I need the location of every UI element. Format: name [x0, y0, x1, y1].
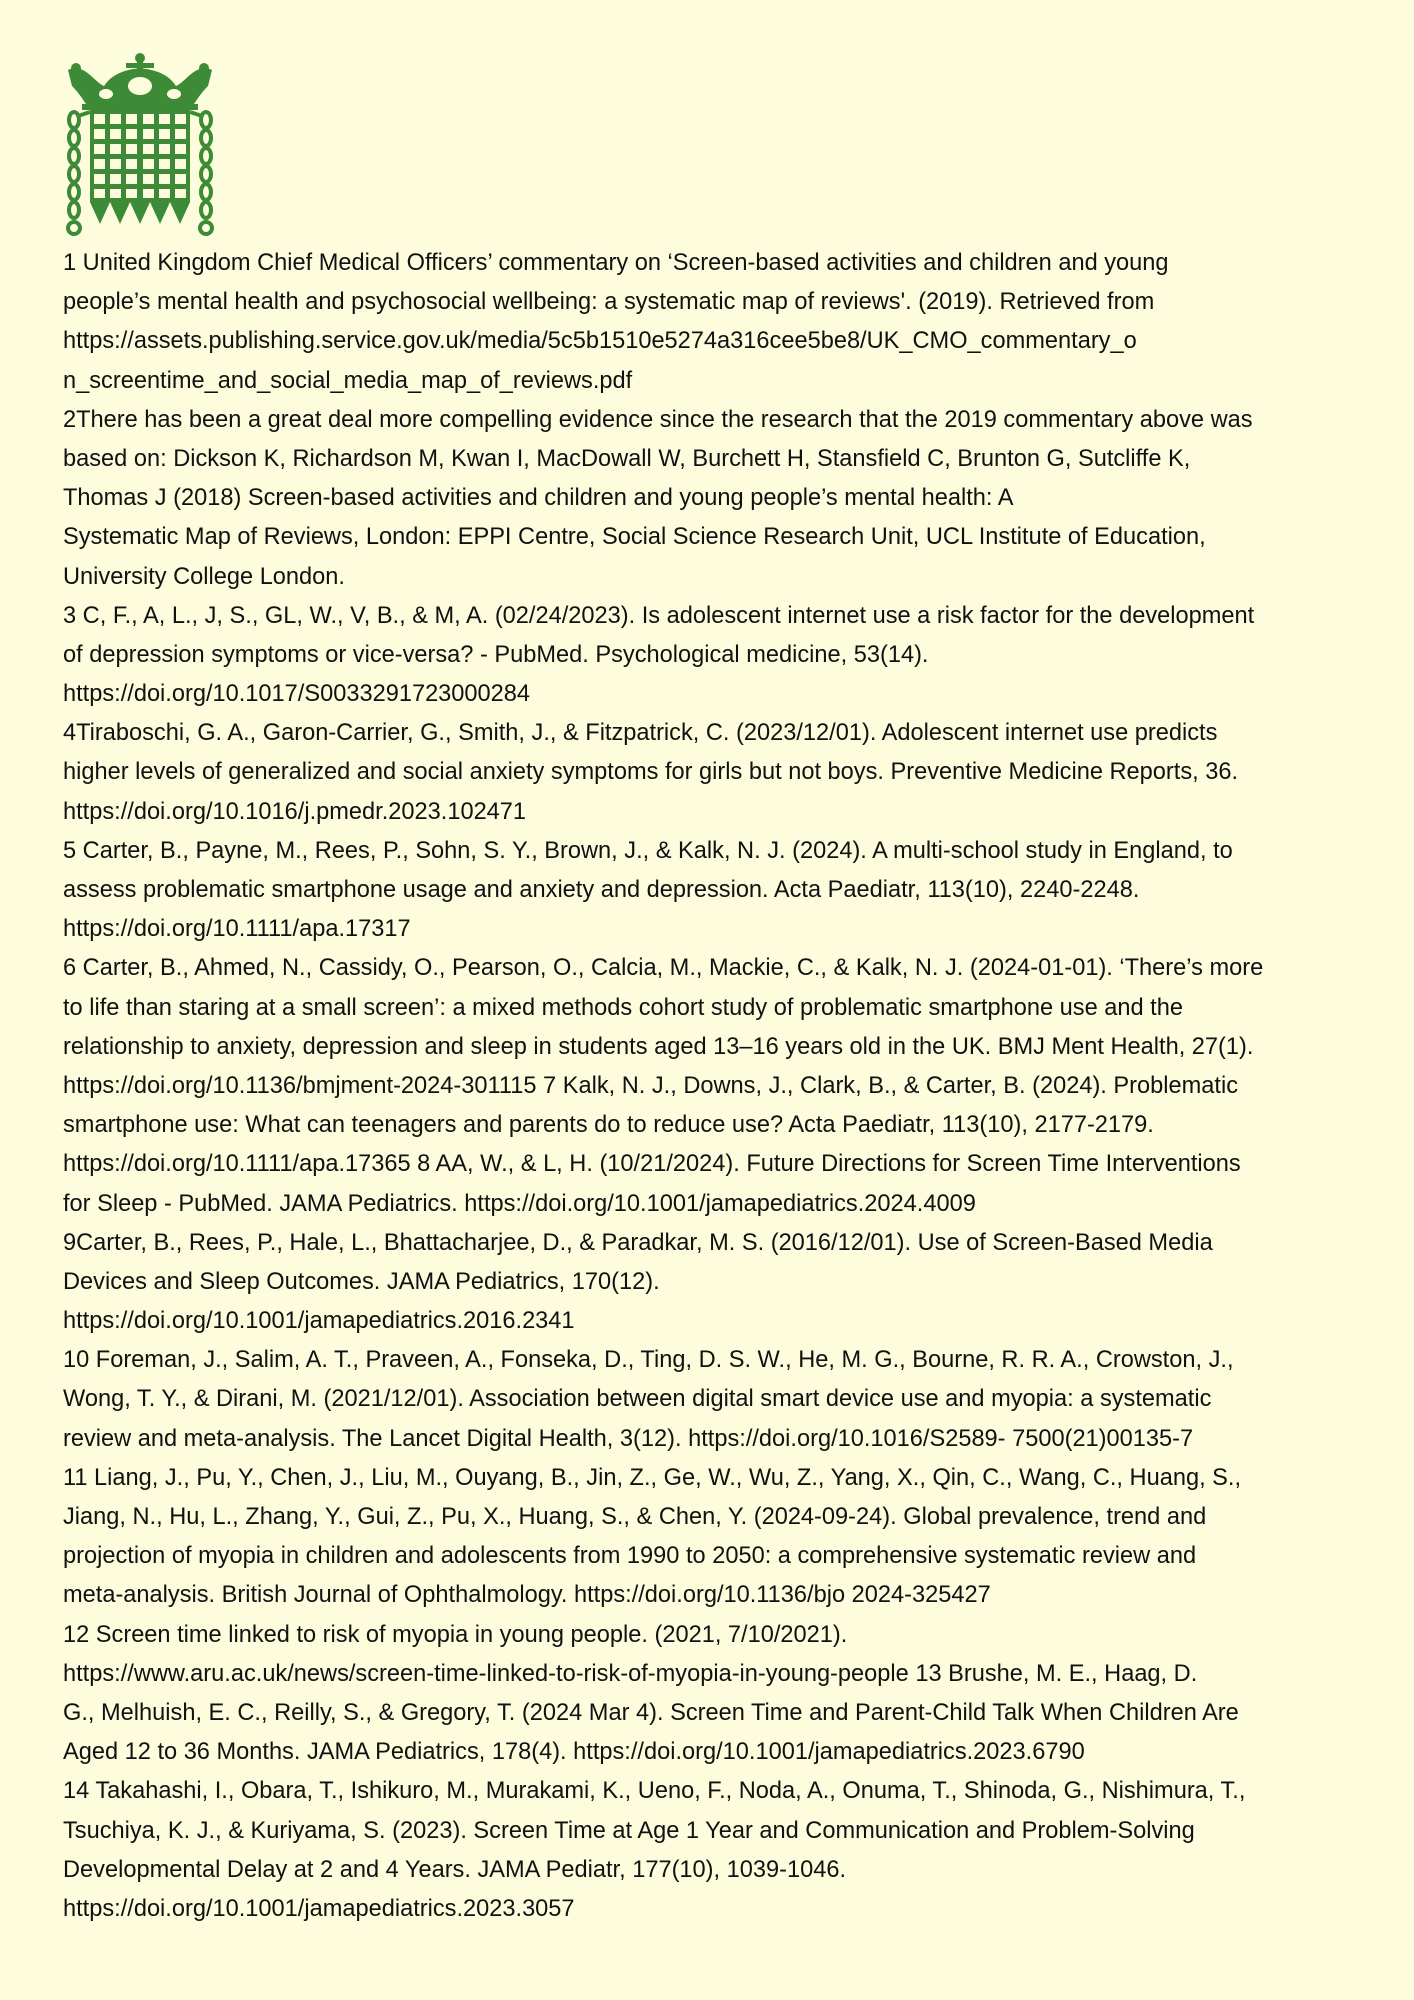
reference-link[interactable]: https://doi.org/10.1001/jamapediatrics.2016.2341: [63, 1308, 575, 1335]
reference-line: for Sleep - PubMed. JAMA Pediatrics. https://doi.org/10.1001/jamapediatrics.2024.4009: [63, 1190, 976, 1217]
reference-line: assess problematic smartphone usage and anxiety and depression. Acta Paediatr, 113(10), 2240-2248.: [63, 877, 1140, 903]
reference-line: smartphone use: What can teenagers and parents do to reduce use? Acta Paediatr, 113(10), 2177-2179.: [63, 1112, 1154, 1139]
reference-line: Aged 12 to 36 Months. JAMA Pediatrics, 178(4). https://doi.org/10.1001/jamapediatrics.2023.6790: [63, 1739, 1085, 1766]
reference-line: Thomas J (2018) Screen-based activities and children and young people’s mental health: A: [63, 485, 1014, 512]
reference-line: 9Carter, B., Rees, P., Hale, L., Bhattacharjee, D., & Paradkar, M. S. (2016/12/01). Use of Screen-Based Media: [63, 1229, 1213, 1256]
reference-link[interactable]: https://doi.org/10.1111/apa.17365 8 AA, W., & L, H. (10/21/2024). Future Directions for Screen Time Interventions: [63, 1151, 1241, 1178]
reference-link[interactable]: https://assets.publishing.service.gov.uk/media/5c5b1510e5274a316cee5be8/UK_CMO_commentary_o: [63, 328, 1137, 355]
reference-line: relationship to anxiety, depression and sleep in students aged 13–16 years old in the UK. BMJ Ment Health, 27(1).: [63, 1033, 1254, 1060]
reference-line: 3 C, F., A, L., J, S., GL, W., V, B., & M, A. (02/24/2023). Is adolescent internet use a risk factor for the development: [63, 602, 1255, 629]
reference-line: 2There has been a great deal more compelling evidence since the research that the 2019 commentary above was: [63, 406, 1253, 433]
reference-line: Wong, T. Y., & Dirani, M. (2021/12/01). Association between digital smart device use and myopia: a systematic: [63, 1386, 1212, 1413]
reference-link[interactable]: https://doi.org/10.1001/jamapediatrics.2023.3057: [63, 1895, 575, 1922]
reference-line: Tsuchiya, K. J., & Kuriyama, S. (2023). Screen Time at Age 1 Year and Communication and Problem-Solving: [63, 1817, 1195, 1844]
reference-link[interactable]: https://doi.org/10.1017/S0033291723000284: [63, 681, 531, 708]
reference-link[interactable]: https://doi.org/10.1136/bmjment-2024-301115 7 Kalk, N. J., Downs, J., Clark, B., & Carter, B. (2024). Problematic: [63, 1072, 1238, 1099]
reference-line: Systematic Map of Reviews, London: EPPI Centre, Social Science Research Unit, UCL Institute of Education,: [63, 524, 1206, 551]
reference-line: 11 Liang, J., Pu, Y., Chen, J., Liu, M., Ouyang, B., Jin, Z., Ge, W., Wu, Z., Yang, X., Qin, C., Wang, C., Huang, S.,: [63, 1464, 1242, 1491]
reference-line: 1 United Kingdom Chief Medical Officers’ commentary on ‘Screen-based activities and children and young: [63, 250, 1169, 276]
reference-line: of depression symptoms or vice-versa? - PubMed. Psychological medicine, 53(14).: [63, 641, 929, 668]
reference-line: based on: Dickson K, Richardson M, Kwan I, MacDowall W, Burchett H, Stansfield C, Brunton G, Sutcliffe K,: [63, 445, 1191, 472]
reference-line: higher levels of generalized and social anxiety symptoms for girls but not boys. Preventive Medicine Reports, 36.: [63, 759, 1239, 786]
reference-line: 14 Takahashi, I., Obara, T., Ishikuro, M., Murakami, K., Ueno, F., Noda, A., Onuma, T., Shinoda, G., Nishimura, T.,: [63, 1778, 1246, 1805]
reference-line: University College London.: [63, 563, 345, 590]
reference-line: projection of myopia in children and adolescents from 1990 to 2050: a comprehensive systematic review and: [63, 1543, 1197, 1570]
reference-line: 6 Carter, B., Ahmed, N., Cassidy, O., Pearson, O., Calcia, M., Mackie, C., & Kalk, N. J. (2024-01-01). ‘There’s more: [63, 955, 1264, 982]
reference-line: Developmental Delay at 2 and 4 Years. JAMA Pediatr, 177(10), 1039-1046.: [63, 1856, 847, 1883]
reference-line: Jiang, N., Hu, L., Zhang, Y., Gui, Z., Pu, X., Huang, S., & Chen, Y. (2024-09-24). Global prevalence, trend and: [63, 1504, 1207, 1530]
references-list: [63, 244, 1353, 1929]
reference-line: 4Tiraboschi, G. A., Garon-Carrier, G., Smith, J., & Fitzpatrick, C. (2023/12/01). Adolescent internet use predicts: [63, 720, 1218, 747]
reference-line: G., Melhuish, E. C., Reilly, S., & Gregory, T. (2024 Mar 4). Screen Time and Parent-Child Talk When Children Are: [63, 1699, 1239, 1726]
reference-line: people’s mental health and psychosocial wellbeing: a systematic map of reviews'. (2019). Retrieved from: [63, 289, 1155, 316]
reference-link[interactable]: https://doi.org/10.1016/j.pmedr.2023.102471: [63, 798, 527, 825]
reference-line: meta-analysis. British Journal of Ophthalmology. https://doi.org/10.1136/bjo 2024-325427: [63, 1582, 991, 1609]
reference-line: review and meta-analysis. The Lancet Digital Health, 3(12). https://doi.org/10.1016/S2589- 7500(21)00135-7: [63, 1425, 1194, 1452]
reference-line: 12 Screen time linked to risk of myopia in young people. (2021, 7/10/2021).: [63, 1621, 848, 1648]
reference-link[interactable]: https://doi.org/10.1111/apa.17317: [63, 916, 411, 943]
reference-line: 10 Foreman, J., Salim, A. T., Praveen, A., Fonseka, D., Ting, D. S. W., He, M. G., Bourne, R. R. A., Crowston, J.,: [63, 1347, 1234, 1374]
reference-line: Devices and Sleep Outcomes. JAMA Pediatrics, 170(12).: [63, 1268, 660, 1295]
reference-line: to life than staring at a small screen’: a mixed methods cohort study of problematic smartphone use and the: [63, 994, 1183, 1021]
reference-line: 5 Carter, B., Payne, M., Rees, P., Sohn, S. Y., Brown, J., & Kalk, N. J. (2024). A multi-school study in England, to: [63, 837, 1233, 864]
reference-link[interactable]: https://www.aru.ac.uk/news/screen-time-linked-to-risk-of-myopia-in-young-people 13 Brushe, M. E., Haag, D.: [63, 1660, 1198, 1687]
portcullis-icon: [64, 52, 216, 236]
reference-link[interactable]: n_screentime_and_social_media_map_of_reviews.pdf: [63, 367, 633, 394]
